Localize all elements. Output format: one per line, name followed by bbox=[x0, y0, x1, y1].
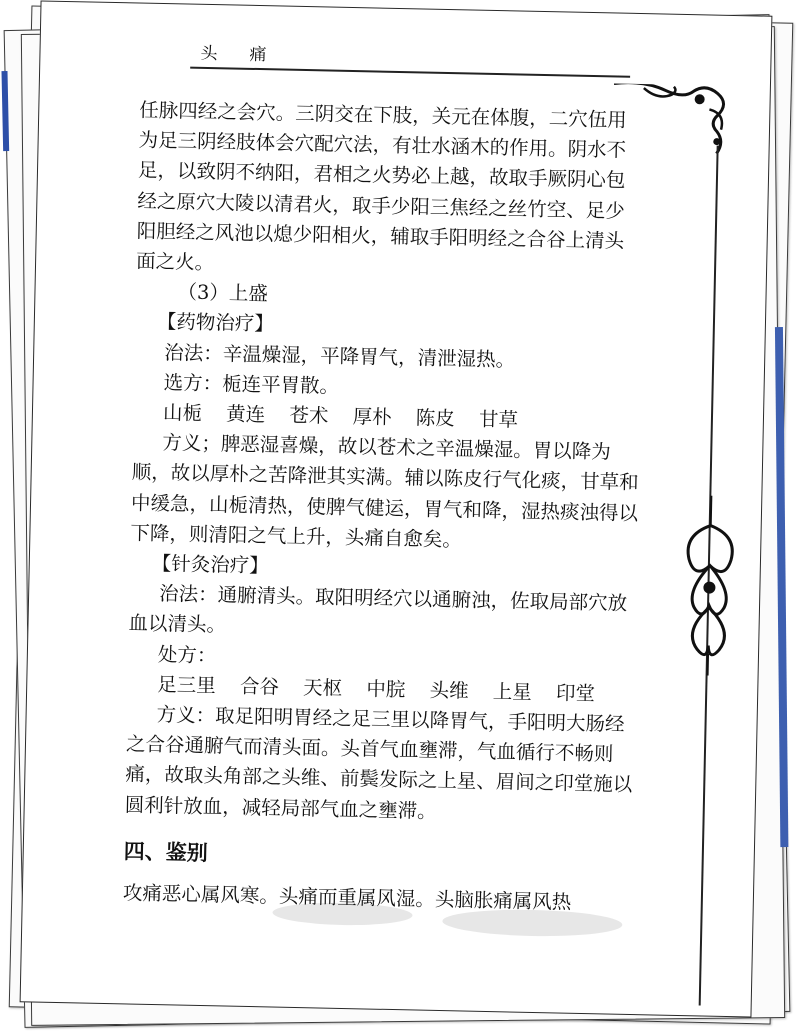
herb-item: 黄连 bbox=[225, 402, 266, 427]
acupuncture-method-line: 治法：通腑清头。取阳明经穴以通腑浊，佐取局部穴放 bbox=[158, 582, 628, 616]
body-text bbox=[123, 96, 692, 921]
herb-item: 甘草 bbox=[478, 407, 519, 432]
drug-rationale-line: 下降，则清阳之气上升，头痛自愈矣。 bbox=[130, 521, 463, 552]
side-flourish-ornament bbox=[673, 495, 747, 676]
acupuncture-method-line: 血以清头。 bbox=[128, 611, 227, 637]
acupuncture-rationale-line: 痛，故取头角部之头维、前鬓发际之上星、眉间之印堂施以 bbox=[125, 762, 633, 797]
drug-rationale-line: 方义；脾恶湿喜燥，故以苍术之辛温燥湿。胃以降为 bbox=[162, 431, 611, 464]
acupuncture-therapy-heading: 【针灸治疗】 bbox=[151, 551, 270, 578]
herb-item: 厚朴 bbox=[352, 405, 392, 429]
acupoint-item: 合谷 bbox=[239, 674, 280, 699]
paragraph-line: 面之火。 bbox=[135, 249, 215, 275]
section-title: 四、鉴别 bbox=[123, 839, 209, 866]
drug-prescription-line: 选方：栀连平胃散。 bbox=[163, 370, 340, 398]
paragraph-line: 攻痛恶心属风寒。头痛而重属风湿。头脑胀痛属风热 bbox=[122, 881, 572, 914]
paragraph-line: 经之原穴大陵以清君火，取手少阳三焦经之丝竹空、足少 bbox=[137, 189, 626, 223]
acupoint-item: 足三里 bbox=[157, 672, 217, 698]
acupoint-item: 印堂 bbox=[555, 681, 596, 706]
drug-method-line: 治法：辛温燥湿，平降胃气，清泄湿热。 bbox=[163, 340, 516, 372]
drug-therapy-heading: 【药物治疗】 bbox=[156, 310, 275, 336]
acupuncture-prescription-label: 处方： bbox=[157, 642, 217, 667]
acupuncture-rationale-line: 圆利针放血，减轻局部气血之壅滞。 bbox=[124, 793, 437, 823]
herb-item: 苍术 bbox=[289, 403, 329, 428]
running-head: 头痛 bbox=[200, 43, 299, 66]
subsection-heading: （3）上盛 bbox=[177, 280, 269, 306]
acupoint-item: 上星 bbox=[492, 679, 533, 704]
acupuncture-rationale-line: 方义：取足阳明胃经之足三里以降胃气，手阳明大肠经 bbox=[156, 703, 625, 736]
herb-item: 山栀 bbox=[162, 401, 203, 425]
acupoint-item: 头维 bbox=[429, 678, 469, 703]
blue-page-edge bbox=[775, 327, 788, 847]
paragraph-line: 为足三阴经肢体会穴配穴法，有壮水涵木的作用。阴水不 bbox=[138, 128, 627, 162]
header-rule bbox=[190, 67, 630, 78]
paragraph-line: 足，以致阴不纳阳，君相之火势必上越，故取手厥阴心包 bbox=[137, 158, 626, 193]
book-page bbox=[20, 0, 773, 1017]
blue-page-edge bbox=[1, 71, 9, 151]
acupoint-item: 中脘 bbox=[366, 677, 406, 702]
acupuncture-rationale-line: 之合谷通腑气而清头面。头首气血壅滞，气血循行不畅则 bbox=[125, 732, 614, 766]
drug-rationale-line: 中缓急，山栀清热，使脾气健运，胃气和降，湿热痰浊得以 bbox=[130, 491, 639, 525]
paragraph-line: 任脉四经之会穴。三阴交在下肢，关元在体腹，二穴伍用 bbox=[139, 98, 627, 132]
herb-item: 陈皮 bbox=[415, 406, 456, 431]
acupoint-item: 天枢 bbox=[302, 675, 343, 700]
paragraph-line: 阳胆经之风池以熄少阳相火，辅取手阳明经之合谷上清头 bbox=[136, 219, 625, 253]
drug-rationale-line: 顺，故以厚朴之苦降泄其实满。辅以陈皮行气化痰，甘草和 bbox=[131, 460, 639, 495]
